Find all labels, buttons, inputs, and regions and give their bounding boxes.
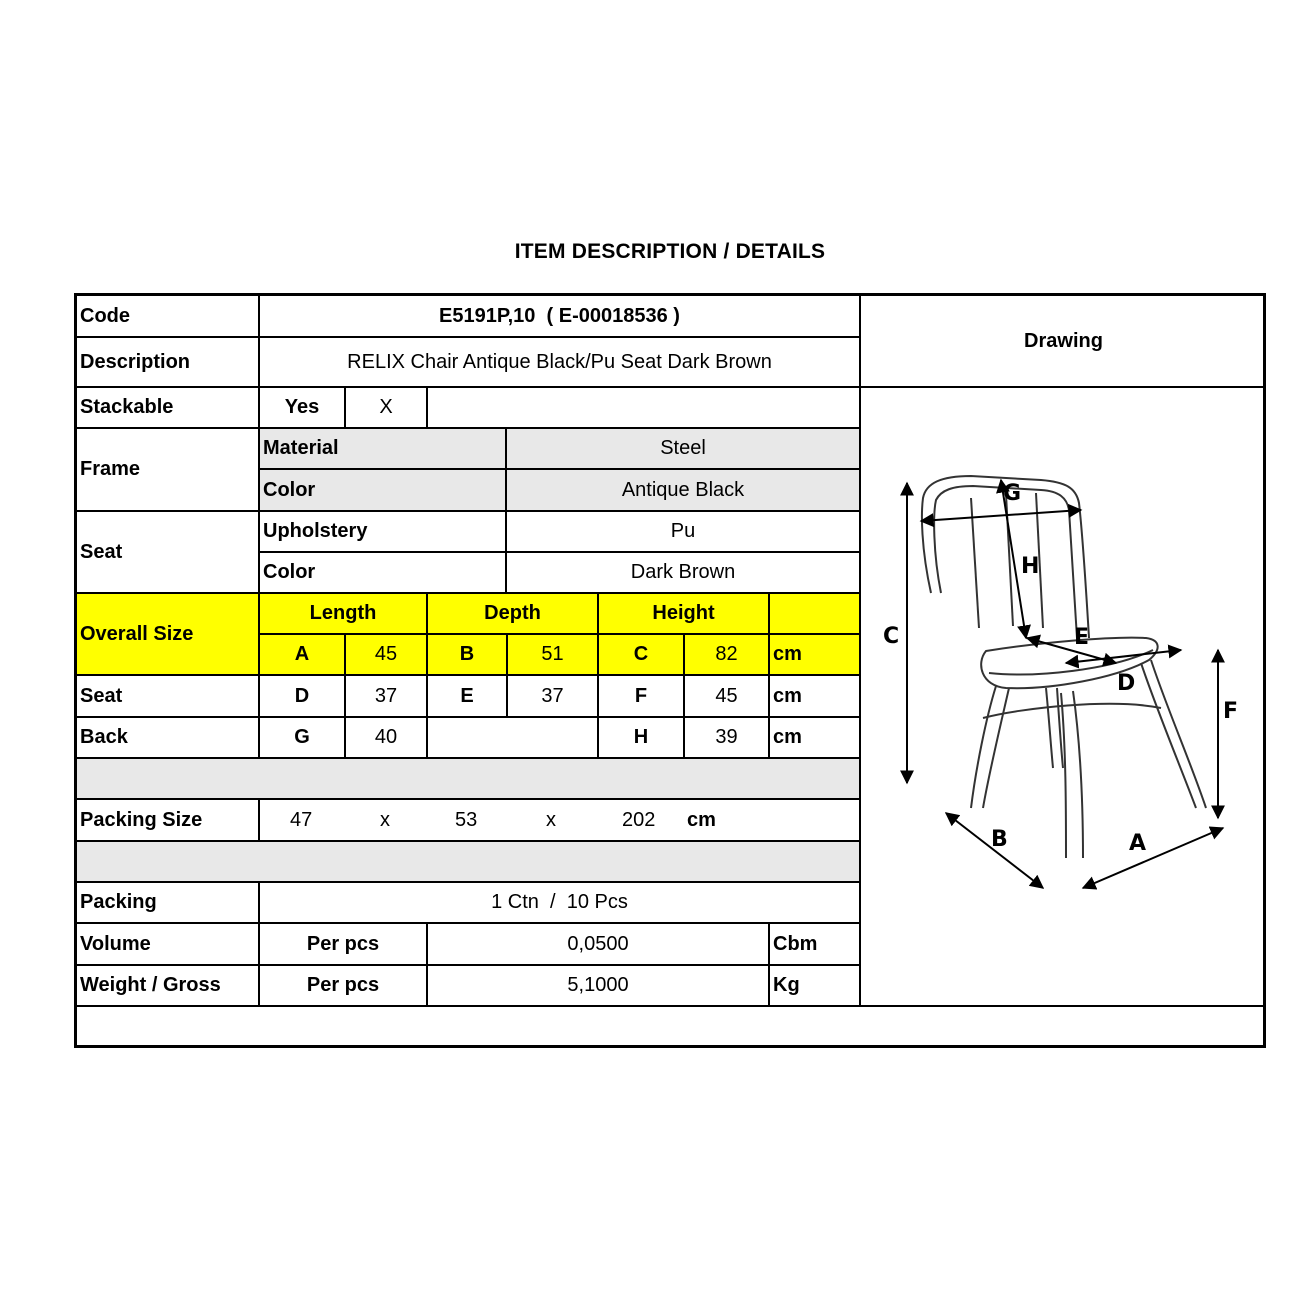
seat-f-value: 45 [685,676,770,718]
seat-upholstery-value: Pu [507,512,861,553]
seat-color-label: Color [260,553,507,594]
overall-height-label: Height [599,594,770,635]
code-label: Code [77,296,260,338]
packing-value: 1 Ctn / 10 Pcs [260,883,861,924]
code-value: E5191P,10 ( E-00018536 ) [260,296,861,338]
overall-length-label: Length [260,594,428,635]
stackable-blank [428,388,861,429]
frame-material-value: Steel [507,429,861,470]
back-dims-label: Back [77,718,260,759]
stackable-mark: X [346,388,428,429]
seat-color-value: Dark Brown [507,553,861,594]
frame-label: Frame [77,429,260,512]
overall-c-value: 82 [685,635,770,676]
frame-material-label: Material [260,429,507,470]
volume-label: Volume [77,924,260,966]
seat-d-value: 37 [346,676,428,718]
drawing-area [861,388,1266,1007]
back-h-letter: H [599,718,685,759]
blank-row-2 [77,842,861,883]
dim-label-g: G [1003,481,1022,506]
chair-outline [922,476,1206,858]
packing-height: 202 [622,808,656,831]
dim-label-c: C [883,624,900,649]
back-blank [428,718,599,759]
description-label: Description [77,338,260,388]
seat-upholstery-label: Upholstery [260,512,507,553]
stackable-yes: Yes [260,388,346,429]
description-value: RELIX Chair Antique Black/Pu Seat Dark Brown [260,338,861,388]
packing-width: 53 [455,808,478,831]
seat-dims-unit: cm [770,676,861,718]
packing-size-values [260,800,861,842]
chair-drawing [861,388,1266,1005]
packing-x1: x [380,808,390,831]
weight-unit: Kg [770,966,861,1007]
packing-label: Packing [77,883,260,924]
back-dims-unit: cm [770,718,861,759]
seat-e-value: 37 [508,676,599,718]
back-h-value: 39 [685,718,770,759]
seat-f-letter: F [599,676,685,718]
seat-d-letter: D [260,676,346,718]
weight-per: Per pcs [260,966,428,1007]
blank-row-1 [77,759,861,800]
packing-x2: x [546,808,556,831]
overall-b-value: 51 [508,635,599,676]
overall-unit: cm [770,635,861,676]
overall-size-label: Overall Size [77,594,260,676]
overall-a-letter: A [260,635,346,676]
dim-label-f: F [1223,699,1239,724]
item-details-table [74,293,1266,1048]
overall-b-letter: B [428,635,508,676]
dim-label-a: A [1129,831,1147,856]
overall-depth-label: Depth [428,594,599,635]
drawing-header: Drawing [861,296,1266,388]
packing-length: 47 [290,808,313,831]
seat-dims-label: Seat [77,676,260,718]
dim-label-h: H [1021,554,1040,579]
weight-value: 5,1000 [428,966,770,1007]
overall-blank [770,594,861,635]
seat-spec-label: Seat [77,512,260,594]
volume-unit: Cbm [770,924,861,966]
seat-e-letter: E [428,676,508,718]
overall-c-letter: C [599,635,685,676]
dim-label-b: B [991,827,1008,852]
stackable-label: Stackable [77,388,260,429]
page-title: ITEM DESCRIPTION / DETAILS [514,240,826,263]
frame-color-label: Color [260,470,507,512]
dim-label-e: E [1074,625,1090,650]
dim-label-d: D [1117,671,1136,696]
packing-size-label: Packing Size [77,800,260,842]
overall-a-value: 45 [346,635,428,676]
back-g-letter: G [260,718,346,759]
volume-per: Per pcs [260,924,428,966]
packing-unit: cm [687,808,716,831]
frame-color-value: Antique Black [507,470,861,512]
volume-value: 0,0500 [428,924,770,966]
weight-label: Weight / Gross [77,966,260,1007]
back-g-value: 40 [346,718,428,759]
